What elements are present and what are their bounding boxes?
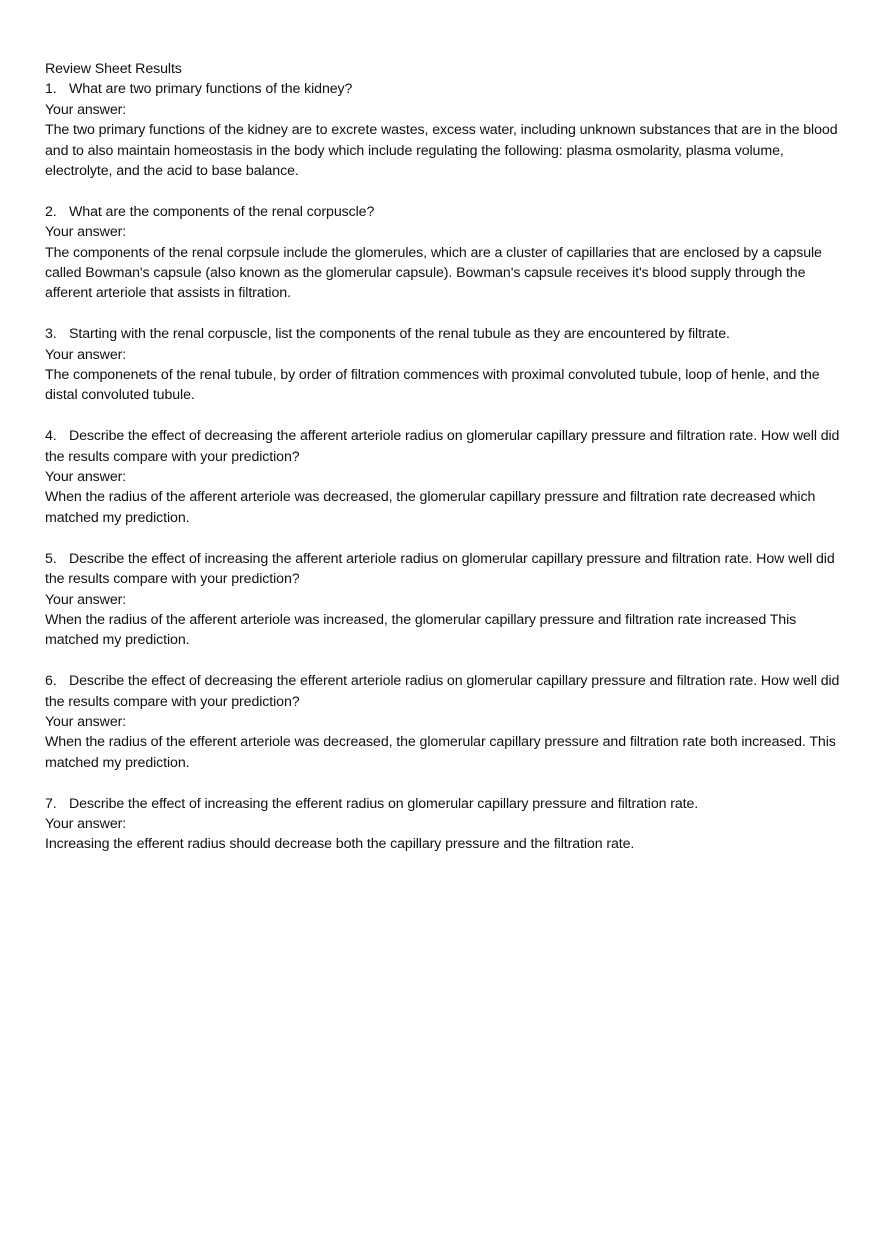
- answer-text: When the radius of the efferent arteriole was decreased, the glomerular capillary pressure and filtration rate both increased. This matched my prediction.: [45, 734, 836, 771]
- question-block-2: [45, 202, 840, 304]
- answer-text: The componenets of the renal tubule, by order of filtration commences with proximal convoluted tubule, loop of henle, and the distal convoluted tubule.: [45, 367, 820, 404]
- question: [45, 426, 840, 467]
- question-block-3: [45, 324, 840, 406]
- answer-label: Your answer:: [45, 815, 127, 832]
- answer-text: When the radius of the afferent arteriole was decreased, the glomerular capillary pressure and filtration rate decreased which matched my prediction.: [45, 489, 816, 526]
- question: [45, 549, 840, 590]
- question-number: 6.: [45, 673, 57, 690]
- question-block-6: [45, 671, 840, 773]
- review-sheet: [45, 59, 840, 855]
- question-block-4: [45, 426, 840, 528]
- answer-text: Increasing the efferent radius should decrease both the capillary pressure and the filtration rate.: [45, 836, 635, 853]
- question-text: Starting with the renal corpuscle, list the components of the renal tubule as they are encountered by filtrate.: [69, 326, 730, 343]
- question-text: Describe the effect of decreasing the afferent arteriole radius on glomerular capillary pressure and filtration rate. How well did the results compare with your prediction?: [45, 428, 840, 465]
- document-title: Review Sheet Results: [45, 61, 182, 77]
- question-number: 7.: [45, 795, 57, 812]
- question-text: Describe the effect of increasing the efferent radius on glomerular capillary pressure and filtration rate.: [69, 795, 699, 812]
- question-number: 2.: [45, 203, 57, 220]
- question-number: 5.: [45, 550, 57, 567]
- answer-text: When the radius of the afferent arteriole was increased, the glomerular capillary pressure and filtration rate increased This matched my prediction.: [45, 611, 797, 649]
- answer-label: Your answer:: [45, 713, 127, 730]
- question-block-7: [45, 794, 840, 855]
- question-block-5: [45, 549, 840, 651]
- question: [45, 202, 840, 222]
- question-block-1: [45, 79, 840, 181]
- question-number: 3.: [45, 326, 57, 343]
- question-text: What are two primary functions of the kidney?: [69, 81, 353, 98]
- answer-label: Your answer:: [45, 346, 127, 363]
- question-text: What are the components of the renal corpuscle?: [69, 203, 375, 220]
- answer-text: The components of the renal corpsule include the glomerules, which are a cluster of capillaries that are enclosed by a capsule called Bowman's capsule (also known as the glomerular capsule). Bowman's capsule receives it's blood supply through the afferent arteriole that assists in filtration.: [45, 244, 822, 302]
- answer-text: The two primary functions of the kidney are to excrete wastes, excess water, including unknown substances that are in the blood and to also maintain homeostasis in the body which include regulating the following: plasma osmolarity, plasma volume, electrolyte, and the acid to base balance.: [45, 122, 838, 180]
- answer-label: Your answer:: [45, 224, 127, 241]
- question-text: Describe the effect of decreasing the efferent arteriole radius on glomerular capillary pressure and filtration rate. How well did the results compare with your prediction?: [45, 673, 840, 710]
- answer-label: Your answer:: [45, 469, 127, 486]
- question: [45, 324, 840, 344]
- question-text: Describe the effect of increasing the afferent arteriole radius on glomerular capillary pressure and filtration rate. How well did the results compare with your prediction?: [45, 550, 835, 588]
- question-number: 4.: [45, 428, 57, 445]
- question: [45, 671, 840, 712]
- answer-label: Your answer:: [45, 101, 127, 118]
- answer-label: Your answer:: [45, 591, 127, 608]
- question-number: 1.: [45, 81, 57, 98]
- question: [45, 79, 840, 99]
- question: [45, 794, 840, 814]
